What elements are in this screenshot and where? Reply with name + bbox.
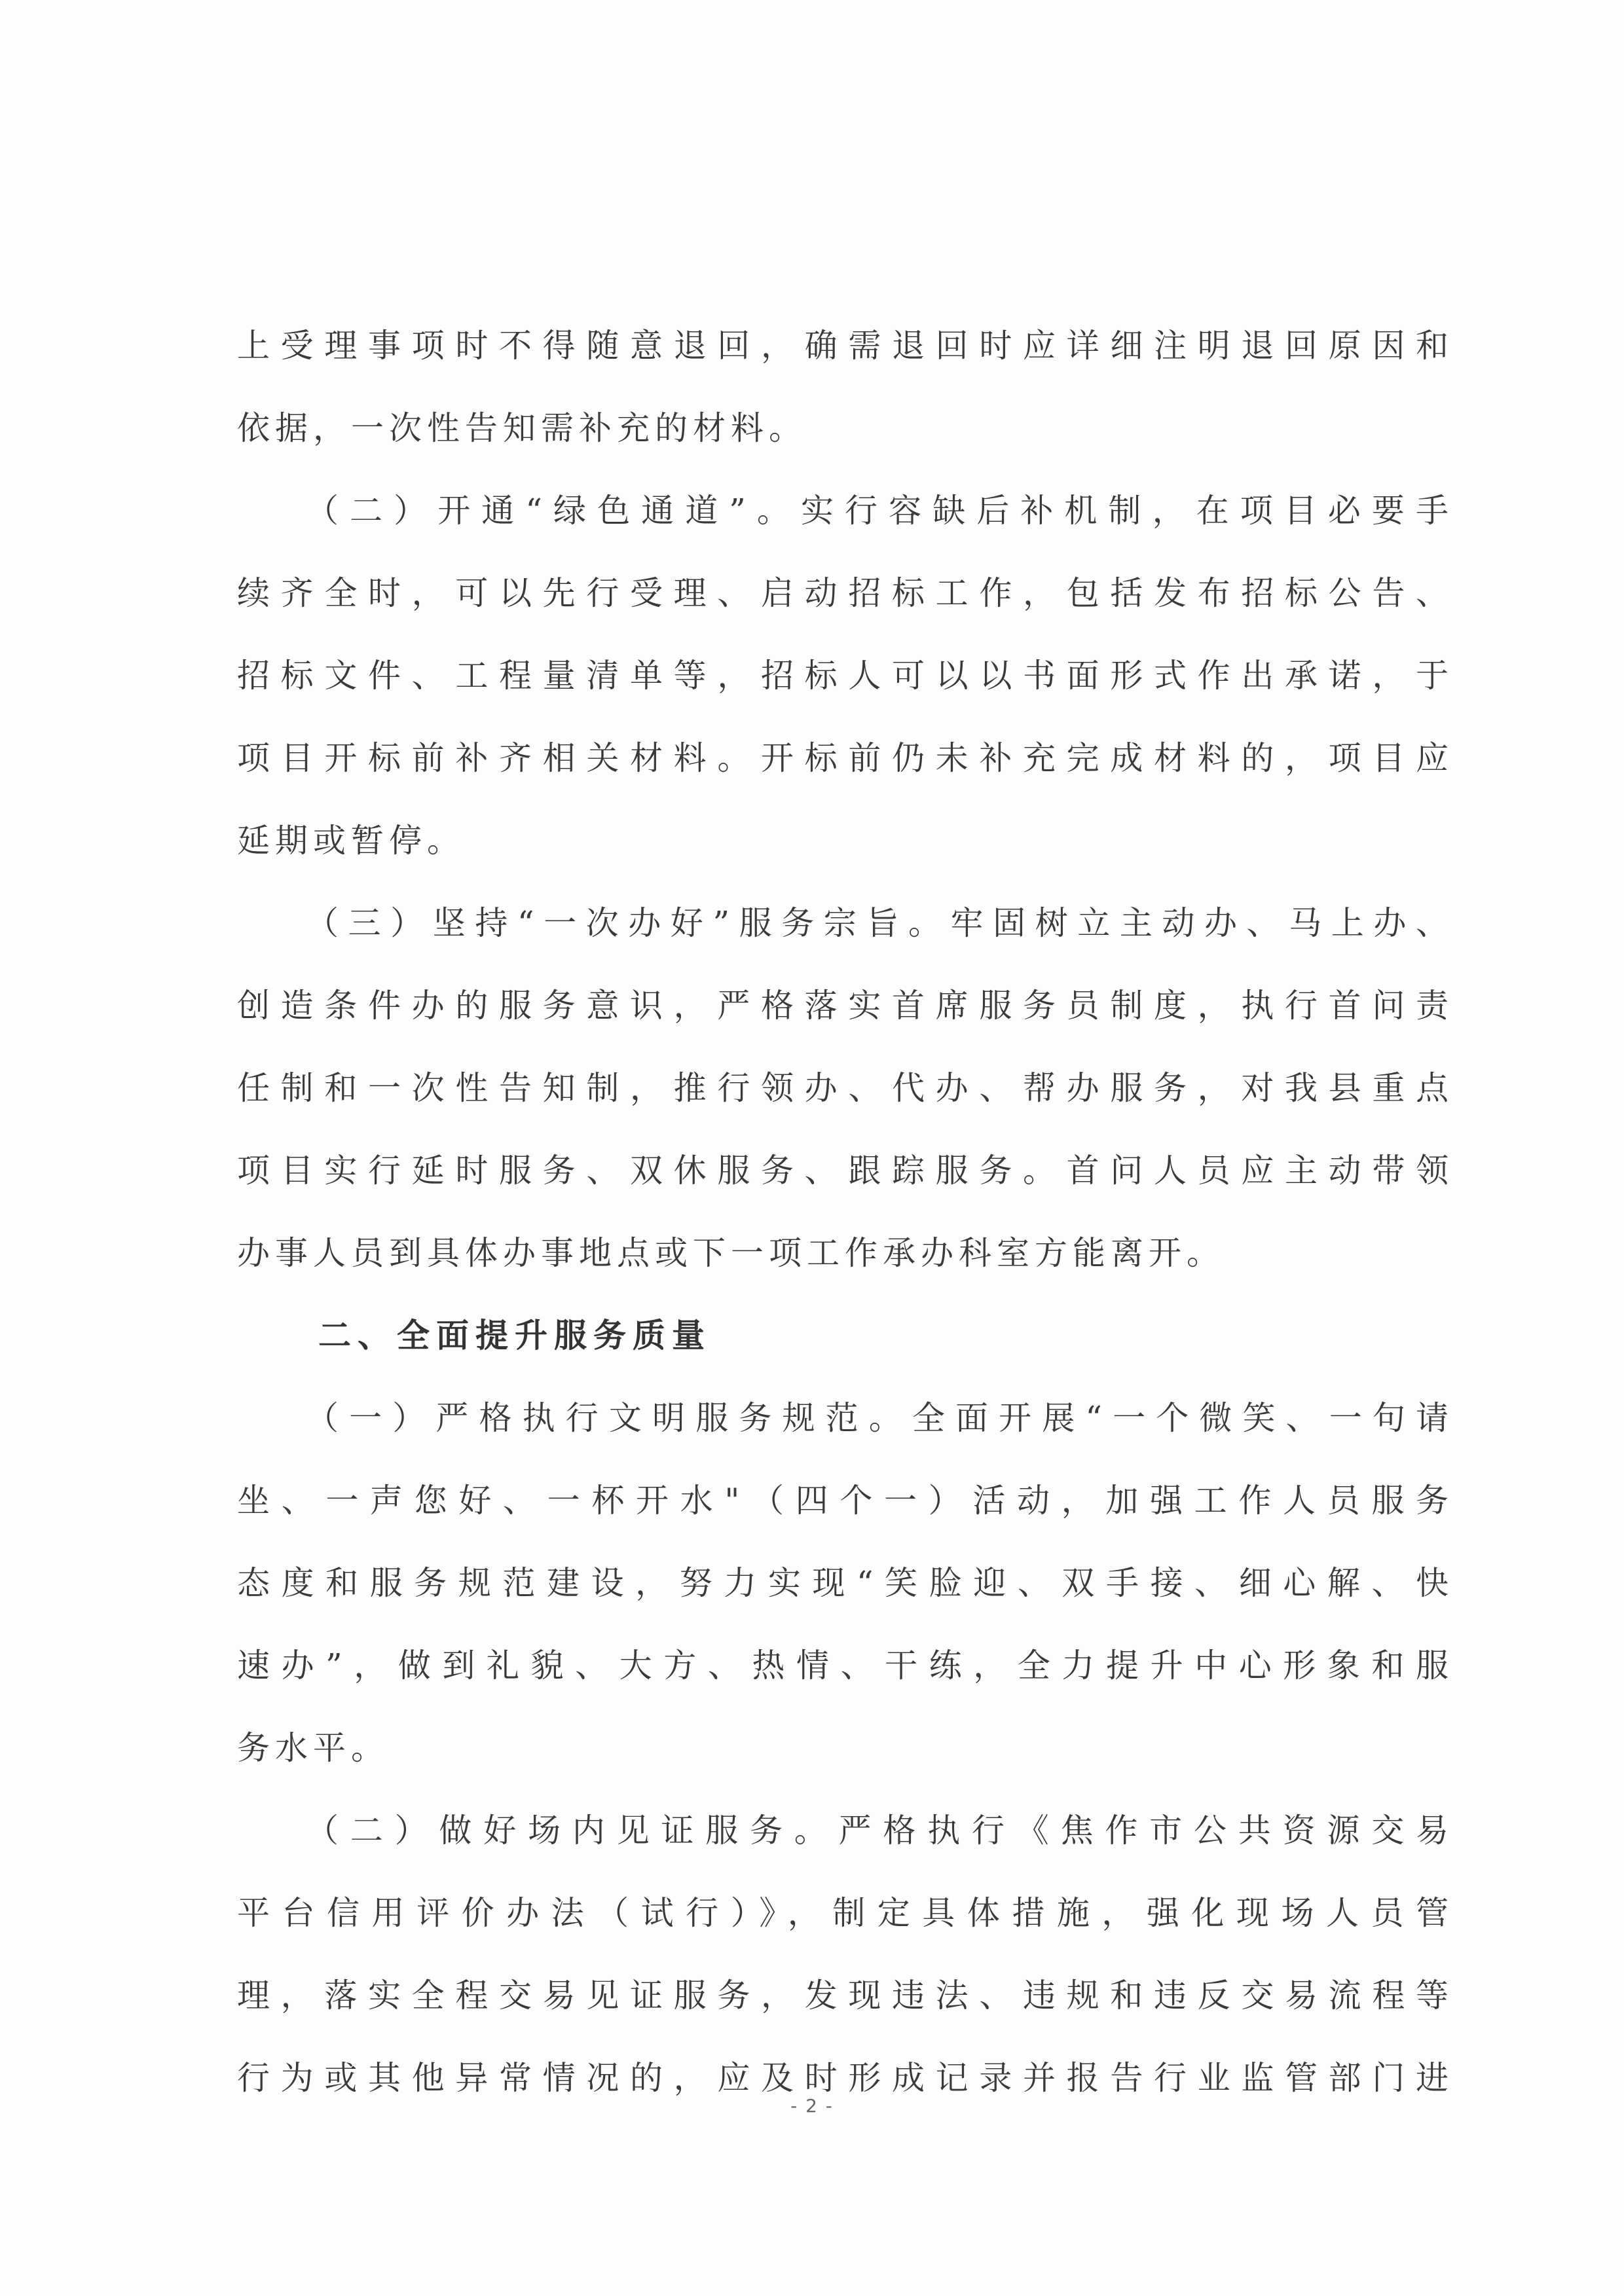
- paragraph-first-line: （一）严格执行文明服务规范。全面开展“一个微笑、一句请: [306, 1399, 1449, 1437]
- body-line: 任制和一次性告知制，推行领办、代办、帮办服务，对我县重点: [237, 1069, 1449, 1107]
- body-line: 延期或暂停。: [237, 822, 465, 860]
- body-line: 理，落实全程交易见证服务，发现违法、违规和违反交易流程等: [237, 1977, 1449, 2014]
- body-line: 项目实行延时服务、双休服务、跟踪服务。首问人员应主动带领: [237, 1152, 1449, 1190]
- body-line: 创造条件办的服务意识，严格落实首席服务员制度，执行首问责: [237, 987, 1449, 1025]
- document-body: [237, 304, 1449, 2119]
- section-heading: 二、全面提升服务质量: [318, 1317, 711, 1355]
- body-line: 招标文件、工程量清单等，招标人可以以书面形式作出承诺，于: [237, 657, 1449, 695]
- body-line: 态度和服务规范建设，努力实现“笑脸迎、双手接、细心解、快: [237, 1564, 1449, 1602]
- body-line: 依据，一次性告知需补充的材料。: [237, 409, 807, 447]
- body-line: 行为或其他异常情况的，应及时形成记录并报告行业监管部门进: [237, 2059, 1449, 2097]
- paragraph-first-line: （三）坚持“一次办好”服务宗旨。牢固树立主动办、马上办、: [306, 904, 1449, 942]
- page-number: - 2 -: [790, 2095, 834, 2117]
- body-line: 务水平。: [237, 1729, 389, 1767]
- body-line: 办事人员到具体办事地点或下一项工作承办科室方能离开。: [237, 1234, 1225, 1272]
- paragraph-first-line: （二）做好场内见证服务。严格执行《焦作市公共资源交易: [306, 1812, 1449, 1850]
- body-line: 平台信用评价办法（试行）》，制定具体措施，强化现场人员管: [237, 1894, 1449, 1932]
- body-line: 项目开标前补齐相关材料。开标前仍未补充完成材料的，项目应: [237, 739, 1449, 777]
- body-line: 坐、一声您好、一杯开水"（四个一）活动，加强工作人员服务: [237, 1482, 1449, 1520]
- body-line: 速办”，做到礼貌、大方、热情、干练，全力提升中心形象和服: [237, 1647, 1449, 1685]
- paragraph-first-line: （二）开通“绿色通道”。实行容缺后补机制，在项目必要手: [306, 492, 1449, 530]
- body-line: 上受理事项时不得随意退回，确需退回时应详细注明退回原因和: [237, 327, 1449, 365]
- body-line: 续齐全时，可以先行受理、启动招标工作，包括发布招标公告、: [237, 574, 1449, 612]
